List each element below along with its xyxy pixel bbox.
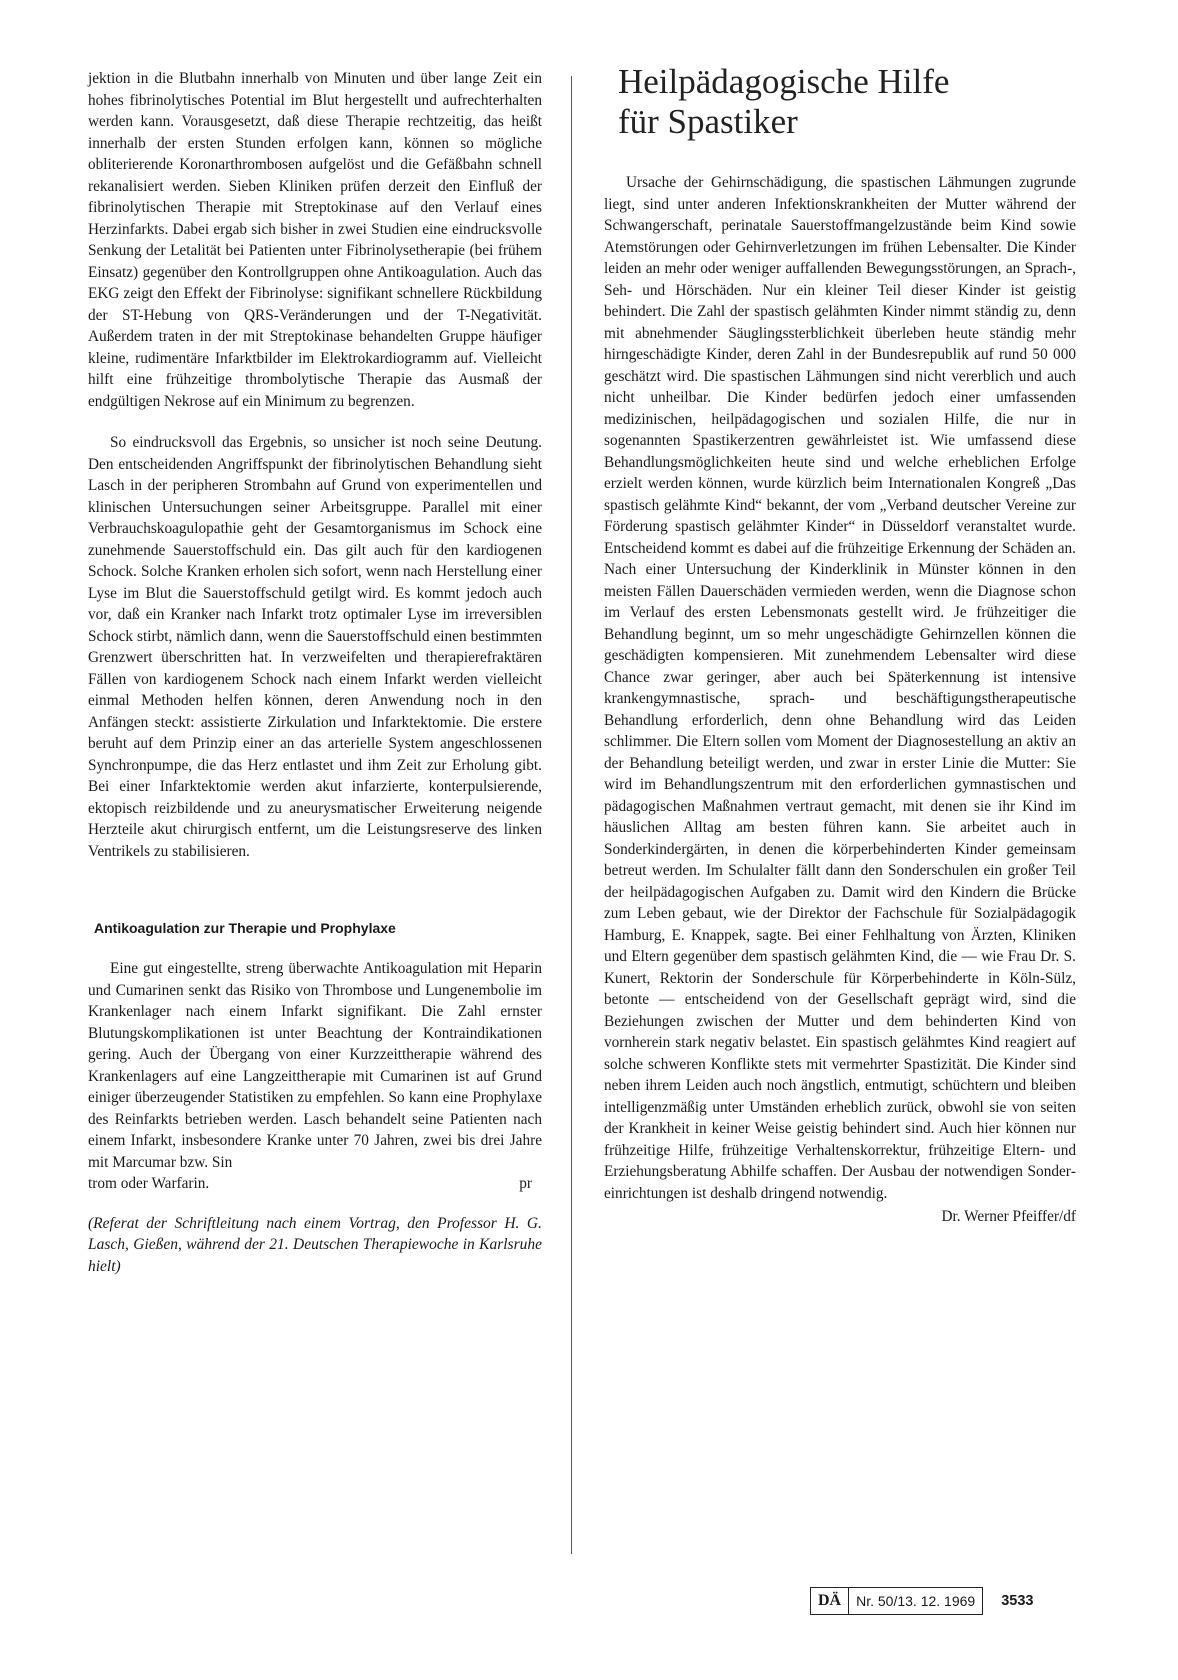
- left-column: [88, 68, 542, 1277]
- page-footer: [810, 1587, 1033, 1615]
- article-paragraph: jektion in die Blutbahn innerhalb von Minuten und über lange Zeit ein hohes fibrinolytisches Potential im Blut hergestellt und aufrechterhalten werden kann. Vorausgesetzt, daß diese Therapie rechtzeitig, das heißt innerhalb der ersten Stunden erfolgen kann, können so mögliche obliterierende Koronarthrombosen aufgelöst und die Gefäßbahn schnell rekanalisiert werden. Sieben Kliniken prüfen derzeit den Einfluß der fibrinolytischen Therapie mit Streptokinase auf den Verlauf eines Herzinfarkts. Dabei ergab sich bisher in zwei Studien eine eindrucksvolle Senkung der Letalität bei Patienten unter Fibrinolysetherapie (bei frühem Einsatz) gegenüber den Kontrollgruppen ohne Antikoagulation. Auch das EKG zeigt den Effekt der Fibrinolyse: signifikant schnellere Rückbildung der ST-Hebung von QRS-Veränderungen und der T-Negativität. Außerdem traten in der mit Streptokinase behandelten Gruppe häufiger kleine, rudimentäre Infarktbilder im Elektrokardiogramm auf. Vielleicht hilft eine frühzeitige thrombolytische Therapie das Ausmaß der endgültigen Nekrose auf ein Minimum zu begrenzen.: [88, 70, 542, 410]
- title-line-1: Heilpädagogische Hilfe: [618, 62, 950, 101]
- page-number: 3533: [1001, 1593, 1034, 1609]
- article-paragraph: Eine gut eingestellte, streng überwachte Antikoagulation mit Heparin und Cumarinen senkt das Risiko von Thrombose und Lungenembolie im Krankenlager nach einem Infarkt signifikant. Die Zahl ernster Blutungskomplikationen ist unter Beachtung der Kontraindikationen gering. Auch der Übergang von einer Kurzzeittherapie während des Krankenlagers auf eine Langzeittherapie mit Cumarinen ist auf Grund einiger überzeugender Statistiken zu empfehlen. So kann eine Prophylaxe des Reinfarkts betrieben werden. Lasch behandelt seine Patienten nach einem Infarkt, insbesondere Kranke unter 70 Jahren, zwei bis drei Jahre mit Marcumar bzw. Sin: [88, 960, 542, 1171]
- article-paragraph: So eindrucksvoll das Ergebnis, so unsicher ist noch seine Deutung. Den entscheidenden Angriffspunkt der fibrinolytischen Behandlung sieht Lasch in der peripheren Strombahn auf Grund von experimentellen und klinischen Untersuchungen seiner Arbeitsgruppe. Parallel mit einer Verbrauchskoagulopathie geht der Gesamtorganismus im Schock eine zunehmende Sauerstoffschuld ein. Das gilt auch für den kardiogenen Schock. Solche Kranken erholen sich sofort, wenn nach Herstellung einer Lyse im Blut die Sauerstoffschuld getilgt wird. Es kommt jedoch auch vor, daß ein Kranker nach Infarkt trotz optimaler Lyse im irreversiblen Schock stirbt, nämlich dann, wenn die Sauerstoffschuld einen bestimmten Grenzwert überschritten hat. In verzweifelten und therapierefraktären Fällen von kardiogenem Schock nach einem Infarkt werden vielleicht einmal Methoden helfen können, deren Anwendung noch in den Anfängen steckt: assistierte Zirkulation und Infarktektomie. Die erstere beruht auf dem Prinzip einer an das arterielle System angeschlossenen Synchronpumpe, die das Herz entlastet und ihm Zeit zur Erholung gibt. Bei einer Infarktektomie werden akut infarzierte, konterpulsierende, ektopisch reizbildende und zu aneurysmatischer Erweiterung neigende Herzteile akut chirurgisch entfernt, um die Leistungsreserve des linken Ventrikels zu stabilisieren.: [88, 434, 542, 860]
- column-divider: [571, 76, 572, 1554]
- journal-mark: DÄ: [810, 1587, 848, 1615]
- closing-text: trom oder Warfarin.: [88, 1175, 210, 1192]
- right-column: [604, 62, 1076, 1228]
- issue-info: Nr. 50/13. 12. 1969: [848, 1587, 983, 1615]
- author-initials: pr: [519, 1175, 532, 1192]
- section-heading: Antikoagulation zur Therapie und Prophylaxe: [94, 920, 396, 936]
- closing-line: [88, 1173, 542, 1195]
- article-body: Ursache der Gehirnschädigung, die spastischen Lähmungen zugrunde liegt, sind unter anderen Infektionskrankheiten der Mutter während der Schwangerschaft, perinatale Sauerstoffmangelzustände beim Kind sowie Atemstörungen oder Gehirnverletzungen im frühen Lebensalter. Die Kinder leiden an mehr oder weniger auffallenden Bewegungsstörungen, an Sprach-, Seh- und Hörschäden. Nur ein kleiner Teil dieser Kinder ist geistig behindert. Die Zahl der spastisch gelähmten Kinder nimmt ständig zu, denn mit abnehmender Säuglingssterblichkeit überleben heute ständig mehr hirngeschädigte Kinder, deren Zahl in der Bundesrepublik auf rund 50 000 geschätzt wird. Die spastischen Lähmungen sind nicht vererblich und auch nicht unheilbar. Die Kinder bedürfen jedoch einer umfassenden medizinischen, heilpädagogischen und sozialen Hilfe, die nur in sogenannten Spastikerzentren gewährleistet ist. Wie umfassend diese Behandlungsmöglichkeiten heute sind und welche erheblichen Erfolge erzielt werden können, wurde kürzlich beim Internationalen Kongreß „Das spastisch gelähmte Kind“ bekannt, der vom „Verband deutscher Vereine zur Förderung spastisch gelähmter Kinder“ in Düsseldorf veranstaltet wurde. Entscheidend kommt es dabei auf die frühzeitige Erkennung der Schäden an. Nach einer Untersuchung der Kinderklinik in Münster können in den meisten Fällen Dauerschäden vermieden werden, wenn die Diagnose schon im Verlauf des ersten Lebensmonats gestellt wird. Je frühzeitiger die Behandlung beginnt, um so mehr ungeschädigte Gehirnzellen können die geschädigten kompensieren. Mit zunehmendem Lebensalter wird diese Chance zwar geringer, aber auch bei Späterkennung ist intensive krankengymnastische, sprach- und beschäftigungstherapeutische Behandlung erforderlich, denn ohne Behandlung wird das Leiden schlimmer. Die Eltern sollen vom Moment der Diagnosestellung an aktiv an der Behandlung beteiligt werden, und zwar in erster Linie die Mutter: Sie wird im Behandlungszentrum mit den erforderlichen gymnastischen und pädagogischen Maßnahmen vertraut gemacht, mit denen sie ihr Kind im häuslichen Alltag am besten führen kann. Sie arbeitet auch in Sonderkindergärten, in denen die körperbehinderten Kinder gemeinsam betreut werden. Im Schulalter fällt dann den Sonderschulen ein großer Teil der heilpädagogischen Aufgaben zu. Damit wird den Kindern die Brücke zum Leben gebaut, wie der Direktor der Fachschule für Sozialpädagogik Hamburg, E. Knappek, sagte. Bei einer Fehlhaltung von Ärzten, Kliniken und Eltern gegenüber dem spastisch gelähmten Kind, die — wie Frau Dr. S. Kunert, Rektorin der Sonderschule für Körperbehinderte in Köln-Sülz, betonte — entscheidend von der Gesellschaft geprägt wird, sind die Beziehungen zwischen der Mutter und dem behinderten Kind von vornherein stark negativ belastet. Ein spastisch gelähmtes Kind reagiert auf solche schweren Konflikte stets mit vermehrter Spastizität. Die Kinder sind neben ihrem Leiden auch noch ängstlich, entmutigt, schüchtern und bleiben intelligenzmäßig unter Umständen erheblich zurück, obwohl sie von seiten der Krankheit in keiner Weise geistig behindert sind. Auch hier können nur frühzeitige Hilfe, frühzeitige Verhaltenskorrektur, frühzeitige Eltern- und Erziehungsberatung Abhilfe schaffen. Der Ausbau der notwendigen Sondereinrichtungen ist deshalb dringend notwendig.: [604, 174, 1076, 1202]
- article-title: [618, 62, 1076, 142]
- article-author: Dr. Werner Pfeiffer/df: [941, 1208, 1076, 1225]
- editorial-note: (Referat der Schriftleitung nach einem Vortrag, den Professor H. G. Lasch, Gießen, während der 21. Deutschen Therapiewoche in Karlsruhe hielt): [88, 1214, 542, 1275]
- title-line-2: für Spastiker: [618, 102, 798, 141]
